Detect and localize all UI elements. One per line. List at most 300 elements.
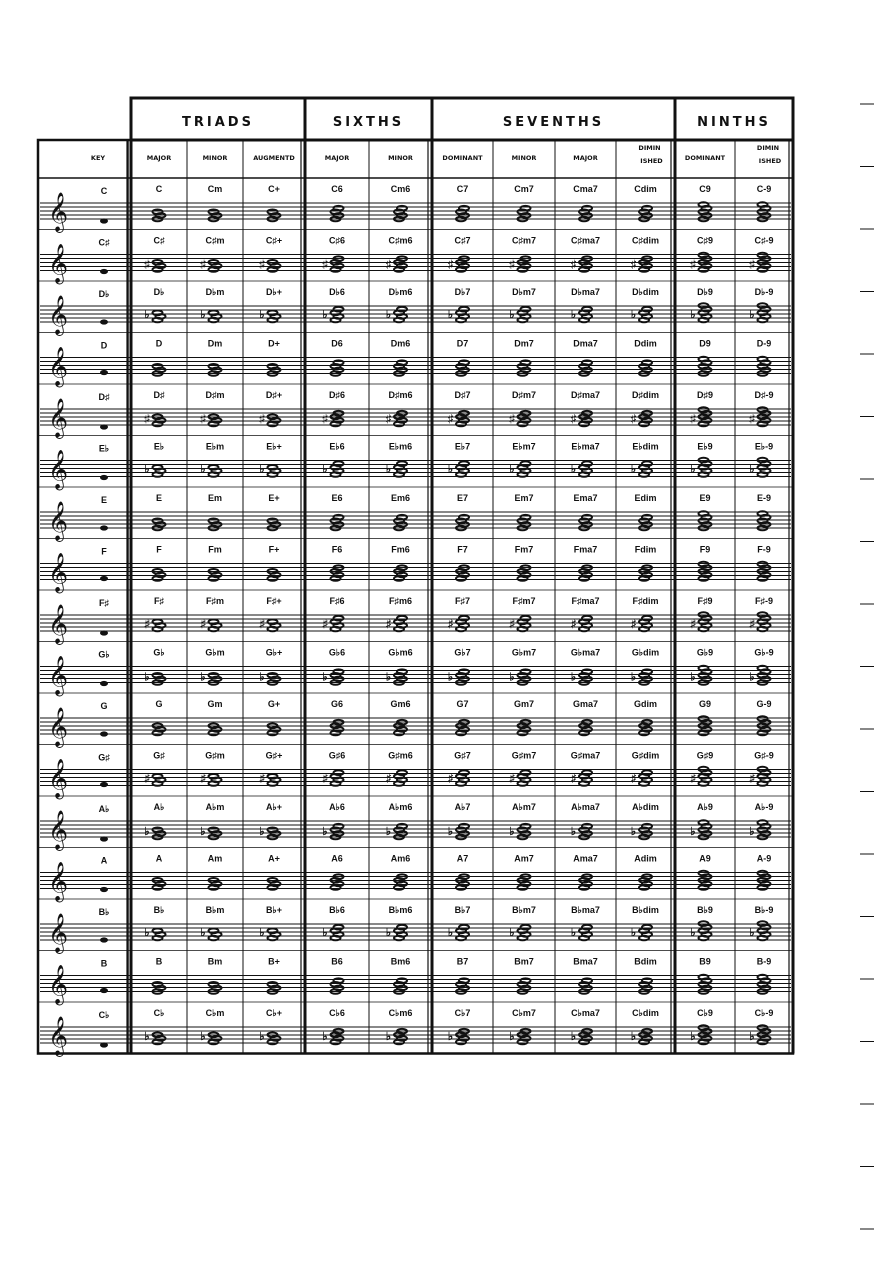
accidental-icon: ♯ [385,258,392,271]
chord-name: D♭6 [329,287,345,297]
root-note-icon [100,576,108,581]
accidental-icon: ♭ [690,671,696,684]
treble-clef-icon: 𝄞 [47,501,69,541]
chord-name: Bm [207,956,223,967]
root-note-icon [100,475,108,480]
column-header: DIMIN [638,144,661,152]
chord-name: B♭m6 [388,905,413,915]
accidental-icon: ♭ [144,671,150,684]
note-head-icon [642,206,652,211]
chord-notes-icon [571,770,592,785]
treble-clef-icon: 𝄞 [47,810,69,850]
chord-notes-icon [200,773,221,786]
note-head-icon [209,620,219,625]
column-header: MINOR [388,154,413,162]
accidental-icon: ♭ [570,309,577,321]
chord-name: A♭6 [329,802,345,812]
note-head-icon [459,461,469,466]
chord-name: F♯m6 [388,596,413,606]
chord-notes-icon [200,309,221,322]
chord-name: C+ [268,184,280,194]
note-head-icon [699,716,709,721]
chord-name: G♯m7 [511,750,537,761]
chord-notes-icon [259,413,280,426]
note-head-icon [582,925,592,930]
note-head-icon [521,616,531,621]
chord-name: A♭m [205,802,225,812]
accidental-icon: ♭ [690,1031,696,1043]
accidental-icon: ♯ [200,413,206,425]
chord-name: Dma7 [573,338,598,349]
chord-name: Edim [634,493,657,503]
accidental-icon: ♭ [630,463,637,476]
chord-name: C♯m [205,235,225,246]
chord-notes-icon [448,616,469,631]
accidental-icon: ♯ [630,772,637,785]
note-head-icon [699,666,709,671]
chord-name: B♭+ [265,905,283,915]
accidental-icon: ♭ [447,826,454,838]
note-head-icon [209,774,219,779]
note-head-icon [334,461,344,466]
chord-name: B [155,956,163,967]
accidental-icon: ♭ [570,927,577,939]
chord-notes-icon [386,770,407,785]
chord-name: Fm7 [514,544,534,555]
note-head-icon [758,871,768,876]
root-note-icon [100,424,108,429]
chord-name: A♭9 [697,802,713,812]
note-head-icon [397,824,407,829]
chord-notes-icon [322,461,343,476]
chord-name: G♯dim [631,750,660,761]
note-head-icon [153,982,163,987]
note-head-icon [209,465,219,470]
accidental-icon: ♯ [570,618,577,630]
chord-name: Ama7 [573,853,598,864]
chord-name: F7 [457,544,468,555]
note-head-icon [153,929,163,934]
root-note-icon [100,937,108,942]
chord-notes-icon [699,975,712,994]
column-header: MINOR [202,154,228,162]
accidental-icon: ♯ [509,258,515,271]
chord-name: G♭7 [454,647,471,658]
accidental-icon: ♭ [385,309,392,321]
key-name: D [100,340,108,351]
treble-clef-icon: 𝄞 [47,964,69,1005]
chord-name: A-9 [756,853,772,864]
treble-clef-icon: 𝄞 [47,346,69,387]
chord-notes-icon [448,307,469,322]
chord-notes-icon [571,461,592,476]
accidental-icon: ♯ [144,258,150,271]
note-head-icon [209,519,219,524]
note-head-icon [209,982,219,987]
accidental-icon: ♭ [200,671,206,684]
chord-name: G♭9 [696,647,714,658]
key-column-header: KEY [90,154,106,162]
chord-name: G♯+ [265,750,283,761]
note-head-icon [642,824,652,829]
note-head-icon [334,515,344,520]
chord-notes-icon [571,307,592,322]
accidental-icon: ♭ [144,927,150,939]
chord-name: E♭6 [329,441,345,452]
chord-notes-icon [144,773,165,786]
chord-name: Fm [208,544,222,555]
chord-name: A♭7 [454,802,471,812]
note-head-icon [153,774,163,779]
chord-name: G♭m6 [388,647,413,658]
chord-name: D♭dim [632,287,659,297]
chord-notes-icon [144,927,165,940]
note-head-icon [334,360,344,365]
accidental-icon: ♭ [630,309,637,321]
chord-name: Cdim [634,184,657,194]
note-head-icon [582,515,592,520]
note-head-icon [758,716,768,721]
chord-notes-icon [509,616,530,631]
note-head-icon [642,669,652,674]
accidental-icon: ♯ [509,413,515,425]
chord-notes-icon [758,975,771,994]
note-head-icon [334,770,344,775]
accidental-icon: ♯ [570,772,577,785]
chord-name: C♯-9 [754,235,774,246]
accidental-icon: ♭ [690,463,696,476]
accidental-icon: ♭ [749,671,755,684]
chord-notes-icon [571,616,592,631]
note-head-icon [397,616,407,621]
accidental-icon: ♯ [749,258,755,271]
treble-clef-icon: 𝄞 [47,552,69,593]
chord-notes-icon [386,616,407,631]
root-note-icon [100,370,108,375]
note-head-icon [758,202,768,207]
chord-name: B♭m7 [512,905,536,915]
chord-name: C-9 [756,184,772,194]
key-name: D♭ [98,289,110,299]
accidental-icon: ♭ [322,463,328,476]
chord-name: C♯9 [696,235,714,246]
chord-name: G9 [698,699,712,709]
chord-name: F [156,544,162,555]
note-head-icon [642,515,652,520]
accidental-icon: ♭ [385,671,392,684]
note-head-icon [209,311,219,316]
note-head-icon [521,206,531,211]
chord-name: F♯+ [266,596,282,606]
accidental-icon: ♭ [200,927,206,939]
accidental-icon: ♭ [259,1031,265,1043]
chord-name: B♭6 [329,905,345,915]
note-head-icon [758,511,768,516]
chord-name: Cm6 [390,184,411,194]
note-head-icon [397,307,407,312]
accidental-icon: ♯ [570,258,577,271]
note-head-icon [758,253,768,258]
accidental-icon: ♭ [690,309,696,321]
chord-name: B♭7 [454,905,471,915]
accidental-icon: ♭ [144,1031,150,1043]
chord-name: E♭dim [632,441,659,452]
chord-notes-icon [259,773,280,786]
key-name: C♯ [98,237,110,248]
column-header: ISHED [758,157,782,165]
chord-notes-icon [699,202,712,221]
accidental-icon: ♯ [447,413,454,425]
accidental-icon: ♭ [322,826,328,838]
root-note-icon [100,319,108,324]
note-head-icon [153,364,163,369]
chord-notes-icon [200,413,221,426]
chord-name: D♭ [153,287,165,297]
note-head-icon [521,978,531,983]
chord-name: D9 [699,338,711,349]
chord-notes-icon [144,259,165,272]
chord-notes-icon [144,413,165,426]
chord-name: B♭ma7 [571,905,600,915]
accidental-icon: ♭ [144,309,150,321]
chord-name: Dm [207,338,223,349]
chord-name: F♯m [206,596,224,606]
chord-name: C♯7 [454,235,471,246]
note-head-icon [758,562,768,567]
chord-notes-icon [758,511,771,530]
chord-notes-icon [690,820,711,839]
chord-name: Dm6 [390,338,411,349]
chord-name: C♯6 [328,235,346,246]
chord-name: A♭dim [632,802,659,812]
chord-name: E♭ma7 [571,441,600,452]
treble-clef-icon: 𝄞 [47,449,69,490]
chord-name: C6 [331,184,343,194]
chord-name: G♯ [153,750,165,761]
treble-clef-icon: 𝄞 [47,913,69,953]
chord-name: D♯-9 [754,390,774,400]
key-name: A♭ [98,804,110,814]
accidental-icon: ♭ [509,1031,515,1043]
chord-notes-icon [571,925,592,940]
chord-notes-icon [631,461,652,476]
chord-notes-icon [144,1031,165,1044]
chord-name: F♯dim [632,596,659,606]
chord-name: Ema7 [573,493,598,503]
root-note-icon [100,269,108,274]
accidental-icon: ♯ [322,772,328,785]
chord-name: A♭-9 [754,802,774,812]
chord-notes-icon [200,259,221,272]
accidental-icon: ♭ [322,927,328,939]
chord-name: A7 [456,853,469,864]
note-head-icon [153,620,163,625]
chord-name: A♭m7 [512,802,536,812]
key-name: F [101,546,107,557]
chord-name: Gm [207,699,223,709]
note-head-icon [153,673,163,678]
note-head-icon [699,407,709,412]
chord-notes-icon [322,307,343,322]
accidental-icon: ♯ [322,413,328,425]
note-head-icon [209,828,219,833]
note-head-icon [582,669,592,674]
chord-name: F♯m7 [512,596,536,606]
chord-notes-icon [386,307,407,322]
key-name: F♯ [99,598,109,608]
accidental-icon: ♭ [259,927,265,939]
accidental-icon: ♭ [630,671,637,684]
chord-name: E♭m6 [388,441,413,452]
chord-notes-icon [448,770,469,785]
chord-name: G♯m [205,750,225,761]
chord-name: Fma7 [573,544,598,555]
note-head-icon [153,828,163,833]
root-note-icon [100,887,108,892]
key-name: A [100,855,108,866]
chord-name: G♯9 [696,750,714,761]
accidental-icon: ♭ [200,826,206,838]
note-head-icon [268,465,278,470]
chord-name: G♭dim [631,647,660,658]
note-head-icon [268,519,278,524]
note-head-icon [153,519,163,524]
column-header: DOMINANT [684,154,726,162]
chord-name: F♯ma7 [571,596,600,606]
note-head-icon [582,206,592,211]
chord-name: Bm7 [514,956,534,967]
chord-name: B7 [456,956,469,967]
accidental-icon: ♭ [509,309,515,321]
note-head-icon [397,360,407,365]
accidental-icon: ♯ [259,618,265,630]
accidental-icon: ♯ [630,618,637,630]
note-head-icon [268,620,278,625]
note-head-icon [459,616,469,621]
accidental-icon: ♭ [447,463,454,476]
accidental-icon: ♭ [509,671,515,684]
group-title: NINTHS [697,115,771,130]
chord-name: F-9 [757,544,771,555]
accidental-icon: ♯ [749,772,755,785]
chord-notes-icon [200,927,221,940]
chord-name: F♯9 [697,596,713,606]
chord-name: E9 [699,493,711,503]
note-head-icon [582,824,592,829]
root-note-icon [100,782,108,787]
chord-name: Gma7 [572,699,599,709]
accidental-icon: ♯ [749,618,755,630]
chord-name: B+ [268,956,280,967]
chord-name: D♯9 [696,390,714,400]
treble-clef-icon: 𝄞 [47,861,69,902]
accidental-icon: ♭ [259,826,265,838]
accidental-icon: ♭ [385,927,392,939]
note-head-icon [268,210,278,215]
chord-name: E♭9 [697,441,713,452]
note-head-icon [397,770,407,775]
chord-name: E-9 [756,493,772,503]
note-head-icon [459,515,469,520]
note-head-icon [459,770,469,775]
chord-name: E7 [456,493,469,503]
treble-clef-icon: 𝄞 [47,295,69,335]
note-head-icon [397,925,407,930]
note-head-icon [521,461,531,466]
chord-name: C♯+ [265,235,283,246]
accidental-icon: ♭ [630,927,637,939]
chord-notes-icon [631,616,652,631]
note-head-icon [699,975,709,980]
note-head-icon [642,770,652,775]
chord-name: Em6 [390,493,411,503]
accidental-icon: ♯ [144,772,150,785]
chord-name: C♭+ [265,1008,283,1018]
note-head-icon [153,311,163,316]
column-header: ISHED [640,157,663,165]
chord-name: Bma7 [573,956,598,967]
chord-name: A♭m6 [388,802,413,812]
accidental-icon: ♭ [259,671,265,684]
note-head-icon [397,461,407,466]
note-head-icon [459,360,469,365]
chord-name: G♭+ [265,647,283,658]
chord-name: Em7 [514,493,534,503]
note-head-icon [397,978,407,983]
note-head-icon [268,982,278,987]
column-header: MAJOR [324,154,350,162]
root-note-icon [100,731,108,736]
chord-notes-icon [509,307,530,322]
chord-name: G♭ [153,647,165,658]
group-title: TRIADS [182,115,254,130]
accidental-icon: ♯ [385,413,392,425]
chord-notes-icon [259,464,280,477]
chord-name: Em [207,493,223,503]
chord-name: D♯m7 [511,390,537,400]
chord-name: D♯+ [265,390,283,400]
chord-name: F♯6 [329,596,345,606]
column-header: AUGMENTD [253,154,295,162]
accidental-icon: ♭ [749,1031,755,1043]
key-name: G [100,701,108,711]
note-head-icon [459,307,469,312]
accidental-icon: ♭ [259,463,265,476]
accidental-icon: ♯ [259,258,265,271]
treble-clef-icon: 𝄞 [47,398,69,438]
chord-name: F+ [268,544,280,555]
key-name: B [100,958,108,969]
chord-name: E [155,493,163,503]
accidental-icon: ♯ [690,772,696,785]
note-head-icon [699,871,709,876]
chord-name: F9 [699,544,711,555]
note-head-icon [521,770,531,775]
group-title: SEVENTHS [502,115,605,130]
note-head-icon [459,978,469,983]
note-head-icon [758,357,768,362]
accidental-icon: ♭ [200,1031,206,1043]
accidental-icon: ♭ [200,309,206,321]
chord-name: G♯7 [454,750,471,761]
note-head-icon [268,929,278,934]
chord-name: D7 [456,338,469,349]
chord-name: D♯ma7 [570,390,601,400]
group-title: SIXTHS [332,115,405,130]
chord-name: Gm7 [513,699,535,709]
chord-name: B6 [331,956,343,967]
chord-name: D♯ [153,390,165,400]
